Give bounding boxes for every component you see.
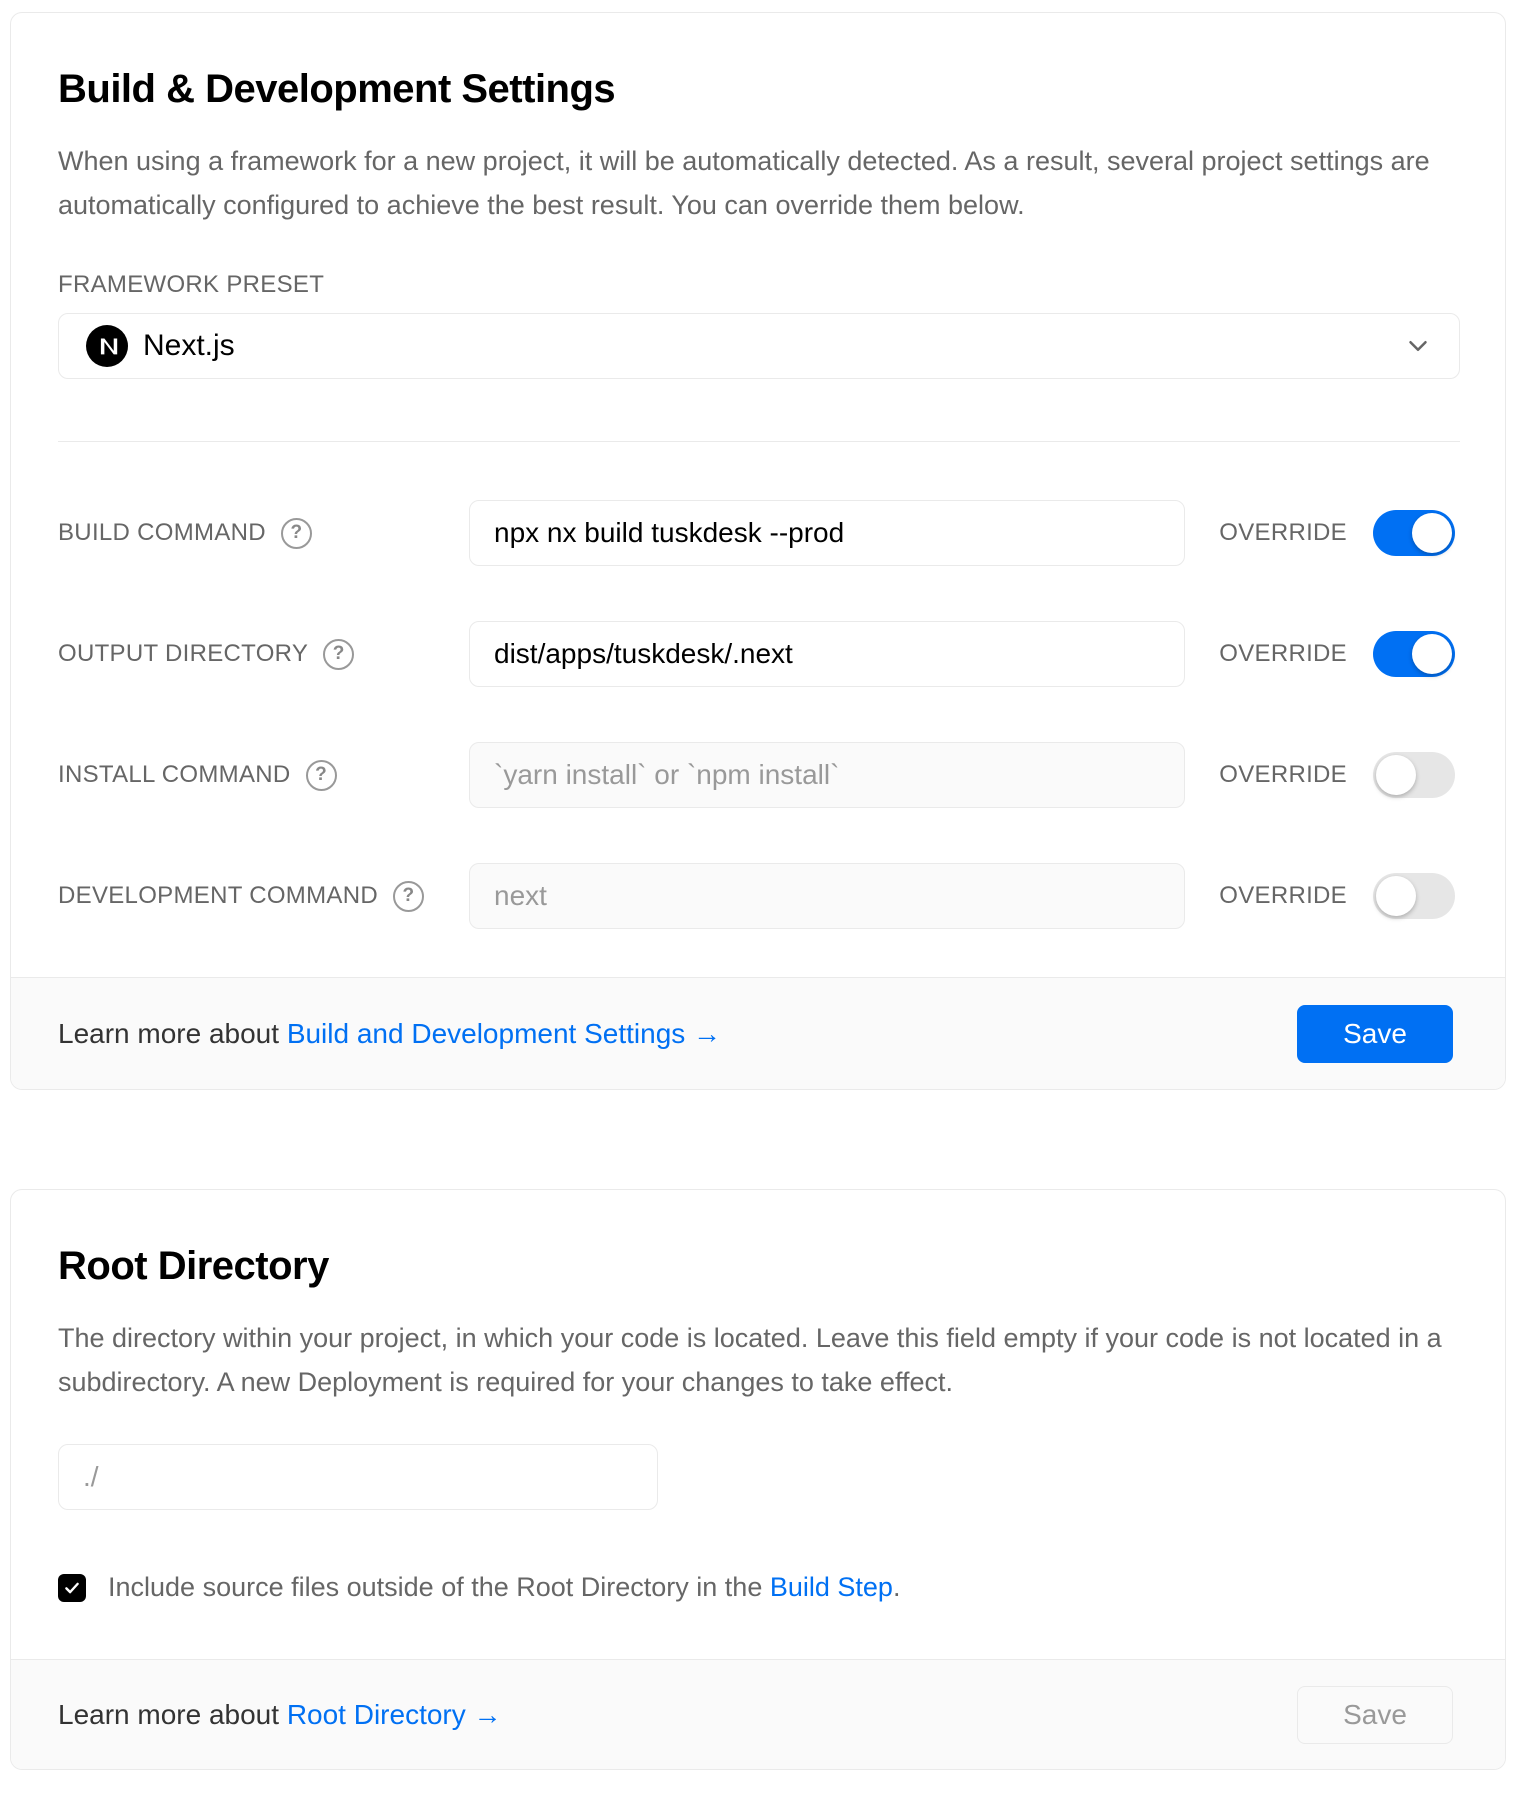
install-command-label: INSTALL COMMAND (58, 761, 291, 788)
check-icon (63, 1579, 81, 1597)
output-directory-input[interactable] (469, 621, 1185, 687)
toggle-knob (1412, 634, 1452, 674)
arrow-right-icon: → (685, 1017, 722, 1049)
override-label: OVERRIDE (1219, 640, 1347, 667)
build-command-override-group (1219, 510, 1455, 556)
output-directory-override-toggle[interactable] (1373, 631, 1455, 677)
development-command-input (469, 863, 1185, 929)
build-command-input[interactable] (469, 500, 1185, 566)
toggle-knob (1376, 876, 1416, 916)
build-settings-footer (11, 977, 1505, 1089)
help-icon[interactable]: ? (281, 518, 312, 549)
override-label: OVERRIDE (1219, 761, 1347, 788)
root-directory-description: The directory within your project, in which your code is located. Leave this field empty if your code is not located in a subdirectory. A new Deployment is required for your changes to take effect. (58, 1323, 1442, 1397)
install-command-label-group (58, 760, 469, 791)
framework-preset-value: Next.js (143, 329, 235, 362)
output-directory-label-group (58, 639, 469, 670)
toggle-knob (1412, 513, 1452, 553)
build-settings-body (11, 13, 1505, 977)
include-source-files-label: Include source files outside of the Root Directory in the Build Step. (108, 1572, 901, 1602)
root-directory-footer (11, 1659, 1505, 1769)
override-label: OVERRIDE (1219, 882, 1347, 909)
root-directory-input[interactable] (58, 1444, 658, 1510)
build-settings-card (10, 12, 1506, 1090)
build-command-label-group (58, 518, 469, 549)
toggle-knob (1376, 755, 1416, 795)
build-settings-description: When using a framework for a new project, it will be automatically detected. As a result, several project settings are automatically configured to achieve the best result. You can override them below. (58, 146, 1430, 220)
development-command-label: DEVELOPMENT COMMAND (58, 882, 378, 909)
arrow-right-icon: → (465, 1698, 502, 1730)
development-command-override-toggle[interactable] (1373, 873, 1455, 919)
build-settings-save-button[interactable]: Save (1297, 1005, 1453, 1063)
root-directory-body (11, 1190, 1505, 1659)
build-settings-footer-text (58, 1018, 721, 1050)
output-directory-label: OUTPUT DIRECTORY (58, 640, 309, 667)
include-source-files-checkbox[interactable] (58, 1574, 86, 1602)
nextjs-logo-icon (86, 325, 128, 367)
output-directory-override-group (1219, 631, 1455, 677)
learn-more-prefix: Learn more about (58, 1698, 287, 1730)
build-command-row (58, 500, 1455, 566)
build-settings-rows (58, 500, 1455, 929)
development-command-label-group (58, 881, 469, 912)
build-step-link[interactable]: Build Step (769, 1572, 893, 1602)
help-icon[interactable]: ? (306, 760, 337, 791)
section-divider (58, 441, 1460, 442)
install-command-override-group (1219, 752, 1455, 798)
root-directory-docs-link[interactable]: Root Directory → (286, 1698, 502, 1730)
framework-preset-select[interactable] (58, 313, 1460, 379)
root-directory-footer-text (58, 1699, 502, 1731)
build-command-label: BUILD COMMAND (58, 519, 266, 546)
root-directory-title: Root Directory (58, 1244, 329, 1288)
development-command-row (58, 863, 1455, 929)
override-label: OVERRIDE (1219, 519, 1347, 546)
build-command-override-toggle[interactable] (1373, 510, 1455, 556)
framework-preset-label: FRAMEWORK PRESET (58, 271, 325, 298)
learn-more-prefix: Learn more about (58, 1017, 287, 1049)
include-source-files-row (58, 1572, 1455, 1603)
chevron-down-icon (1403, 331, 1433, 361)
output-directory-row (58, 621, 1455, 687)
help-icon[interactable]: ? (393, 881, 424, 912)
help-icon[interactable]: ? (323, 639, 354, 670)
install-command-input (469, 742, 1185, 808)
development-command-override-group (1219, 873, 1455, 919)
root-directory-card (10, 1189, 1506, 1770)
root-directory-save-button: Save (1297, 1686, 1453, 1744)
build-settings-docs-link[interactable]: Build and Development Settings → (286, 1017, 722, 1049)
build-settings-title: Build & Development Settings (58, 67, 616, 111)
install-command-row (58, 742, 1455, 808)
install-command-override-toggle[interactable] (1373, 752, 1455, 798)
